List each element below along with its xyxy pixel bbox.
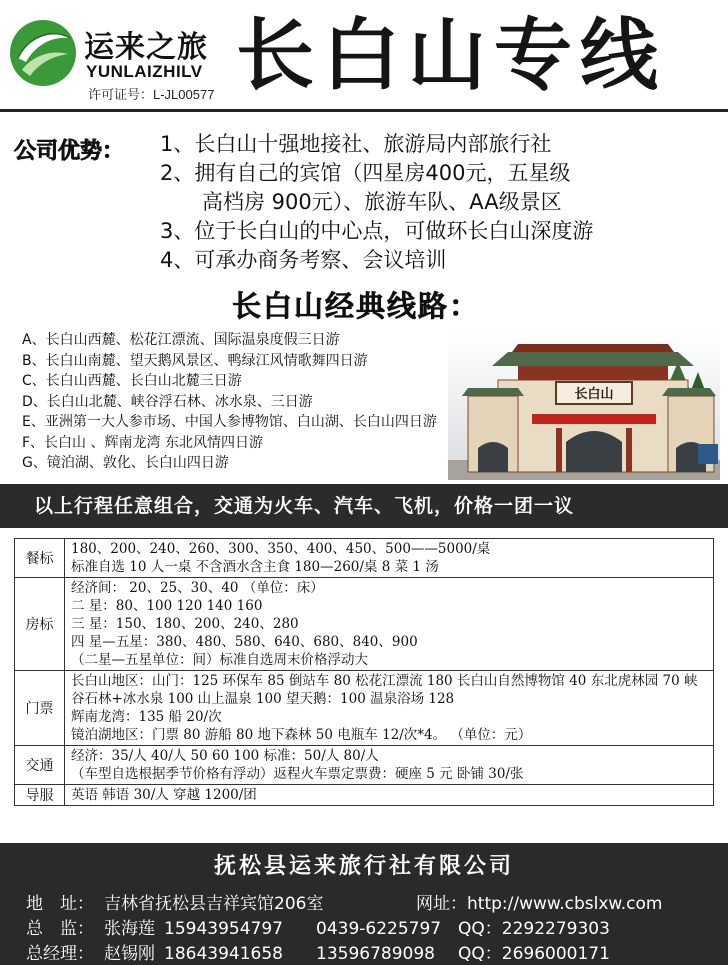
price-line: 二 星：80、100 120 140 160 <box>71 598 263 614</box>
director-mobile: 15943954797 <box>164 919 283 939</box>
website-link[interactable]: http://www.cbslxw.com <box>467 894 663 914</box>
category-ticket: 门票 <box>15 671 65 746</box>
itinerary-banner: 以上行程任意组合，交通为火车、汽车、飞机，价格一团一议 <box>0 484 728 528</box>
route-item-a: A、长白山西麓、松花江漂流、国际温泉度假三日游 <box>22 332 340 348</box>
director-phone: 0439-6225797 <box>316 919 442 939</box>
ticket-details <box>65 671 714 746</box>
website-label: 网址： <box>416 894 467 914</box>
price-line: 180、200、240、260、300、350、400、450、500——5000/桌 <box>71 541 491 557</box>
table-row-meal <box>15 539 714 578</box>
price-line: 三 星：150、180、200、240、280 <box>71 616 299 632</box>
manager-phone: 13596789098 <box>316 944 435 964</box>
price-line: 镜泊湖地区：门票 80 游船 80 地下森林 50 电瓶车 12/次*4。 （单位：元） <box>71 727 532 743</box>
price-line: 四 星—五星：380、480、580、640、680、840、900 <box>71 634 418 650</box>
price-line: 经济间： 20、25、30、40 （单位：床） <box>71 580 324 596</box>
table-row-room <box>15 578 714 671</box>
meal-details <box>65 539 714 578</box>
route-item-g: G、镜泊湖、敦化、长白山四日游 <box>22 455 229 471</box>
route-item-b: B、长白山南麓、望天鹅风景区、鸭绿江风情歌舞四日游 <box>22 352 368 369</box>
advantage-item: 3、位于长白山的中心点，可做环长白山深度游 <box>160 219 594 243</box>
director-name: 张海莲 <box>104 919 155 939</box>
room-details <box>65 578 714 671</box>
advantage-item: 1、长白山十强地接社、旅游局内部旅行社 <box>160 132 552 156</box>
advantages-label: 公司优势： <box>14 139 125 164</box>
company-name: 抚松县运来旅行社有限公司 <box>213 854 514 879</box>
price-line: 辉南龙湾：135 船 20/次 <box>71 709 222 725</box>
category-meal: 餐标 <box>15 539 65 578</box>
address-value: 吉林省抚松县吉祥宾馆206室 <box>104 894 324 914</box>
category-room: 房标 <box>15 578 65 671</box>
price-line: 英语 韩语 30/人 穿越 1200/团 <box>71 787 257 803</box>
transport-details <box>65 746 714 785</box>
yunlai-logo-icon <box>8 18 78 88</box>
director-line <box>26 914 610 939</box>
address-line <box>26 889 662 914</box>
price-line: （车型自选根据季节价格有浮动）返程火车票定票费：硬座 5 元 卧铺 30/张 <box>71 766 524 782</box>
table-row-ticket <box>15 671 714 746</box>
table-row-transport <box>15 746 714 785</box>
manager-label: 总经理： <box>26 944 94 964</box>
route-item-d: D、长白山北麓、峡谷浮石林、冰水泉、三日游 <box>22 393 313 410</box>
route-item-f: F、长白山 、辉南龙湾 东北风情四日游 <box>22 434 263 451</box>
header <box>0 0 728 112</box>
route-item-c: C、长白山西麓、长白山北麓三日游 <box>22 373 242 389</box>
manager-qq: QQ：2696000171 <box>458 944 610 964</box>
page-title: 长白山专线 <box>236 10 667 101</box>
mountain-gate-illustration <box>448 332 720 480</box>
address-label: 地 址： <box>26 894 94 914</box>
price-line: 经济：35/人 40/人 50 60 100 标准：50/人 80/人 <box>71 748 379 764</box>
price-line: （二星—五星单位：间）标准自选周末价格浮动大 <box>71 652 368 668</box>
price-line: 长白山地区：山门：125 环保车 85 倒站车 80 松花江漂流 180 长白山自然博物馆 40 东北虎林园 70 峡谷石林+冰水泉 100 山上温泉 100 望天鹅：100 温泉浴场 128 <box>71 673 698 707</box>
brand-name-cn: 运来之旅 <box>84 30 208 65</box>
routes-title: 长白山经典线路： <box>232 289 481 323</box>
category-transport: 交通 <box>15 746 65 785</box>
route-item-e: E、亚洲第一大人参市场、中国人参博物馆、白山湖、长白山四日游 <box>22 414 437 430</box>
gate-sign-text: 长白山 <box>574 387 614 402</box>
footer <box>0 843 728 965</box>
manager-line <box>26 939 610 964</box>
table-row-guide <box>15 785 714 806</box>
advantages-list <box>160 130 720 275</box>
route-list <box>22 330 437 474</box>
advantage-item: 2、拥有自己的宾馆（四星房400元，五星级 <box>160 161 571 185</box>
brand-name-en: YUNLAIZHILV <box>86 62 203 81</box>
category-guide: 导服 <box>15 785 65 806</box>
guide-details <box>65 785 714 806</box>
advantage-item: 高档房 900元）、旅游车队、AA级景区 <box>202 190 562 214</box>
director-label: 总 监： <box>26 919 94 939</box>
manager-name: 赵锡刚 <box>104 944 155 964</box>
price-table <box>14 538 714 806</box>
director-qq: QQ：2292279303 <box>458 919 610 939</box>
manager-mobile: 18643941658 <box>164 944 283 964</box>
price-line: 标准自选 10 人一桌 不含酒水含主食 180—260/桌 8 菜 1 汤 <box>71 559 439 575</box>
license-number: 许可证号：L-JL00577 <box>88 87 215 102</box>
advantage-item: 4、可承办商务考察、会议培训 <box>160 248 447 272</box>
